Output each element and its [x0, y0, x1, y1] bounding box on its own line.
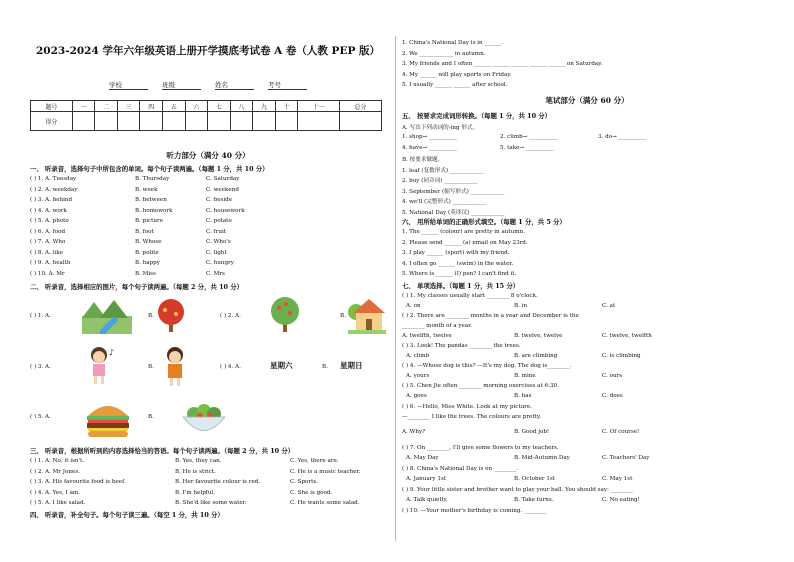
- girl-image: [162, 346, 188, 386]
- score-cell[interactable]: [298, 112, 340, 131]
- left-column: 2023-2024 学年六年级英语上册开学摸底考试卷 A 卷（人教 PEP 版） 学校 班级 姓名 考号 题号 一 二 三 四 五 六 七 八 九 十 十一 总分 得分 听力部分（满分 40 分） 一、 听录音，选择句子中所包含的单词。每个句子读两遍。（每题 1 分，共 10 分） ( ) 1. A. Tuesday B. Thursday C. Saturday ( ) 2. A. weekday B. week C. weekend ( ) 3. A. behind B. between C. beside ( ) 4. A. work B. homework C. housework ( ) 5. A. photo B. picture C. potato ( ) 6. A. food B. foot C. fruit ( ) 7. A. Who B. Whose C. Who's ( ) 8. A. like B. polite C. light ( ) 9. A. health B. happy C. hungry ( ) 10. A. Mr B. Miss C. Mrs 二、 听录音，选择相应的图片，每个句子读两遍。（每题 2 分，共 10 分） ( ) 1. A. B. ( ) 2. A. B. ( ) 3. A. B. ( ) 4. A. B. ♪ 星期六 星期日 ( ) 5. A. B. 三、 听录音，根据所听到的内容选择恰当的答语。每个句子读两遍。（每题 2 分，共 10 分） ( ) 1. A. No, it isn't. B. Yes, they can. C. Yes, there are. ( ) 2. A. Mr Jones. B. He is strict. C. He is a music teacher. ( ) 3. A. His favourite food is beef. B. Her favourite colour is red. C. Sports. ( ) 4. A. Yes, I am. B. I'm helpful. C. She is good. ( ) 5. A. I like salad. B. She'd like some water. C. He wants some salad. 四、 听录音，补全句子。每个句子读三遍。（每空 1 分，共 10 分）: [30, 0, 386, 562]
- green-tree-image: [266, 296, 304, 334]
- score-cell[interactable]: [208, 112, 231, 131]
- score-header: 题号: [31, 101, 73, 112]
- svg-text:♪: ♪: [109, 348, 115, 357]
- red-tree-image: [154, 298, 188, 332]
- score-header: 二: [95, 101, 118, 112]
- question-cont: —________ I like the trees. The colours are pretty.: [402, 414, 542, 420]
- page-title: 2023-2024 学年六年级英语上册开学摸底考试卷 A 卷（人教 PEP 版）: [35, 45, 381, 57]
- score-header: 九: [253, 101, 276, 112]
- section-5b-title: B. 按要求做题。: [402, 157, 444, 163]
- list-item[interactable]: 1. The ______ (colour) are pretty in autumn.: [402, 229, 525, 235]
- list-item[interactable]: 5. National Day (英译汉) ____________: [402, 209, 505, 216]
- score-header: 五: [163, 101, 186, 112]
- question[interactable]: ( ) 5. Chen Jie often ________ morning exercises at 6:30.: [402, 383, 559, 389]
- saturday-label: 星期六: [270, 361, 293, 370]
- question[interactable]: ( ) 4. —Whose dog is this? —It's my dog. The dog is________.: [402, 363, 572, 369]
- score-header: 总分: [340, 101, 382, 112]
- section-5a-title: A. 写出下列动词的-ing 形式。: [402, 125, 479, 131]
- question[interactable]: ( ) 3. Look! The pandas ________ the trees.: [402, 343, 521, 349]
- score-cell[interactable]: [95, 112, 118, 131]
- section-7-title: 七、 单项选择。（每题 1 分，共 15 分）: [402, 282, 520, 290]
- score-header: 一: [72, 101, 95, 112]
- fill-item[interactable]: 2. We ____________ in autumn.: [402, 50, 486, 57]
- list-item[interactable]: 1. leaf (复数形式) ____________: [402, 167, 484, 174]
- fill-item[interactable]: 1. China's National Day is in ______.: [402, 40, 503, 46]
- score-header: 六: [185, 101, 208, 112]
- score-cell[interactable]: [185, 112, 208, 131]
- list-item[interactable]: 2. Please send ______ (a) email on May 23rd.: [402, 239, 528, 246]
- list-item[interactable]: 5. Where is ______ (I) pen? I can't find it.: [402, 271, 517, 277]
- score-cell[interactable]: [72, 112, 95, 131]
- score-cell[interactable]: [253, 112, 276, 131]
- question[interactable]: ( ) 9. Your little sister and brother want to play your ball. You should say: ________: [402, 487, 634, 493]
- score-cell[interactable]: [275, 112, 298, 131]
- list-item[interactable]: 4. we'll (完整形式) ____________: [402, 199, 487, 205]
- score-header: 十: [275, 101, 298, 112]
- section-1-title: 一、 听录音，选择句子中所包含的单词。每个句子读两遍。（每题 1 分，共 10 分）: [30, 165, 269, 173]
- landscape-river-image: [82, 296, 132, 334]
- score-cell[interactable]: [230, 112, 253, 131]
- score-header: 八: [230, 101, 253, 112]
- exam-number-field[interactable]: 考号: [268, 80, 307, 90]
- list-item[interactable]: 3. I play ______ (sport) with my friend.: [402, 250, 510, 256]
- score-cell[interactable]: [340, 112, 382, 131]
- sunday-label: 星期日: [340, 361, 363, 370]
- fill-item[interactable]: 3. My friends and I often ______ ______ ______ ______ ______ on Saturday.: [402, 61, 603, 67]
- section-4-title: 四、 听录音，补全句子。每个句子读三遍。（每空 1 分，共 10 分）: [30, 511, 224, 519]
- question-cont: ________ month of a year.: [402, 323, 473, 329]
- list-item[interactable]: 3. September (缩写形式) ____________: [402, 188, 505, 195]
- salad-image: [180, 400, 228, 438]
- student-info: [30, 80, 386, 90]
- name-field[interactable]: 姓名: [215, 80, 254, 90]
- question[interactable]: ( ) 1. My classes usually start ________ 8 o'clock.: [402, 293, 538, 299]
- column-divider: [395, 36, 396, 541]
- school-field[interactable]: 学校: [109, 80, 148, 90]
- list-item[interactable]: 4. I often go ______ (swim) in the water.: [402, 260, 514, 267]
- section-6-title: 六、 用所给单词的正确形式填空。（每题 1 分，共 5 分）: [402, 218, 566, 226]
- fill-item[interactable]: 4. My ______ will play sports on Friday.: [402, 71, 512, 78]
- score-header: 七: [208, 101, 231, 112]
- score-header: 四: [140, 101, 163, 112]
- singing-girl-image: [84, 345, 118, 385]
- class-field[interactable]: 班级: [162, 80, 201, 90]
- question[interactable]: ( ) 7. On ________, I'll give some flowers to my teachers.: [402, 445, 559, 451]
- fill-item[interactable]: 5. I usually ______ ______ after school.: [402, 82, 508, 88]
- written-title: 笔试部分（满分 60 分）: [545, 96, 629, 105]
- score-cell[interactable]: [117, 112, 140, 131]
- hamburger-image: [84, 398, 132, 438]
- section-2-title: 二、 听录音，选择相应的图片，每个句子读两遍。（每题 2 分，共 10 分）: [30, 283, 243, 291]
- list-item[interactable]: 2. buy (同音词) ____________: [402, 178, 478, 184]
- question[interactable]: ( ) 2. There are ________ months in a year and December is the: [402, 313, 579, 319]
- right-column: 1. China's National Day is in ______. 2. We ____________ in autumn. 3. My friends and I often ______ ______ ______ ______ ______ on Saturday. 4. My ______ will play sports on Friday. 5. I usually ______ ______ after school. 笔试部分（满分 60 分） 五、 按要求完成词形转换。（每题 1 分，共 10 分） A. 写出下列动词的-ing 形式。 1. shop→ __________ 2. climb→ __________ 3. do→ __________ 4. have→ __________ 5. take→ __________ B. 按要求做题。 1. leaf (复数形式) ____________ 2. buy (同音词) ____________ 3. September (缩写形式) ____________ 4. we'll (完整形式) ____________ 5. National Day (英译汉) ____________ 六、 用所给单词的正确形式填空。（每题 1 分，共 5 分） 1. The ______ (colour) are pretty in autumn. 2. Please send ______ (a) email on May 23rd. 3. I play ______ (sport) with my friend. 4. I often go ______ (swim) in the water. 5. Where is ______ (I) pen? I can't find it. 七、 单项选择。（每题 1 分，共 15 分） ( ) 1. My classes usually start ________ 8 o'clock. A. on B. in C. at ( ) 2. There are ________ months in a year and December is the ________ month of a year. A. twelfth, twelve B. twelve, twelve C. twelve, twelfth ( ) 3. Look! The pandas ________ the trees. A. climb B. are climbing C. is climbing ( ) 4. —Whose dog is this? —It's my dog. The dog is________. A. yours B. mine C. ours ( ) 5. Chen Jie often ________ morning exercises at 6:30. A. goes B. has C. does ( ) 6. —Hello, Miss White. Look at my picture. —________ I like the trees. The colours are pretty. A. Why? B. Good job! C. Of course! ( ) 7. On ________, I'll give some flowers to my teachers. A. May Day B. Mid-Autumn Day C. Teachers' Day ( ) 8. China's National Day is on ________. A. January 1st B. October 1st C. May 1st ( ) 9. Your little sister and brother want to play your ball. You should say: ________ A. Talk quietly. B. Take turns. C. No eating! ( ) 10. —Your mother's birthday is coming. ________: [402, 0, 772, 562]
- score-cell[interactable]: [163, 112, 186, 131]
- score-row-label: 得分: [31, 112, 73, 131]
- question[interactable]: ( ) 8. China's National Day is on ________.: [402, 466, 519, 472]
- section-5-title: 五、 按要求完成词形转换。（每题 1 分，共 10 分）: [402, 112, 552, 120]
- house-image: [348, 294, 386, 334]
- section-3-title: 三、 听录音，根据所听到的内容选择恰当的答语。每个句子读两遍。（每题 2 分，共 10 分）: [30, 447, 295, 455]
- score-header: 十一: [298, 101, 340, 112]
- question[interactable]: ( ) 6. —Hello, Miss White. Look at my picture.: [402, 404, 532, 410]
- score-table: [30, 100, 382, 131]
- question[interactable]: ( ) 10. —Your mother's birthday is coming. ________: [402, 508, 547, 514]
- listening-title: 听力部分（满分 40 分）: [166, 151, 250, 160]
- score-header: 三: [117, 101, 140, 112]
- score-cell[interactable]: [140, 112, 163, 131]
